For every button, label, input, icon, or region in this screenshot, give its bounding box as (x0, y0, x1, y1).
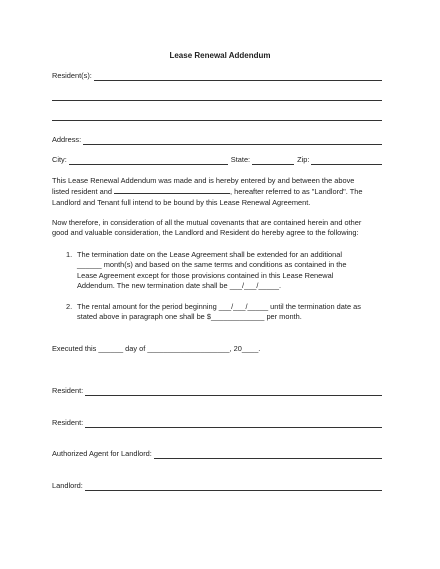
item-1-line-3: Lease Agreement except for those provisions contained in this Lease Renewal (77, 270, 334, 280)
landlord-name-field[interactable] (114, 186, 230, 194)
landlord-signature-field[interactable] (85, 482, 382, 491)
therefore-paragraph (52, 218, 382, 239)
item-2-line-1: The rental amount for the period beginning ___/___/_____ until the termination date as (77, 302, 361, 311)
therefore-line-1: Now therefore, in consideration of all the mutual covenants that are contained herein and other (52, 218, 362, 227)
residents-label: Resident(s): (52, 70, 92, 80)
resident-signature-row-1 (52, 385, 382, 396)
address-label: Address: (52, 134, 82, 144)
item-1-line-4: Addendum. The new termination date shall be ___/___/_____. (77, 281, 282, 291)
landlord-signature-row (52, 480, 382, 491)
intro-line-3: Landlord and Tenant full intend to be bound by this Lease Renewal Agreement. (52, 197, 311, 207)
resident-signature-field-2[interactable] (85, 419, 382, 428)
item-2-line-2: stated above in paragraph one shall be $_____________ per month. (77, 312, 302, 322)
agent-signature-field[interactable] (154, 450, 382, 459)
therefore-line-2: good and valuable consideration, the Landlord and Resident do hereby agree to the following: (52, 228, 359, 238)
city-state-zip-row (52, 154, 382, 165)
city-label: City: (52, 154, 67, 164)
agent-signature-row (52, 448, 382, 459)
city-field[interactable] (69, 156, 228, 165)
address-row (52, 134, 382, 145)
residents-line-2[interactable] (52, 100, 382, 101)
item-number: 2. (66, 302, 73, 311)
residents-line-3[interactable] (52, 120, 382, 121)
resident-label-1: Resident: (52, 385, 84, 395)
executed-line: Executed this ______ day of ____________________, 20____. (52, 344, 261, 353)
intro-line-2a: listed resident and (52, 187, 112, 197)
resident-signature-row-2 (52, 417, 382, 428)
document-title: Lease Renewal Addendum (169, 51, 271, 60)
zip-field[interactable] (311, 156, 382, 165)
state-field[interactable] (252, 156, 294, 165)
item-number: 1. (66, 250, 73, 259)
zip-label: Zip: (297, 154, 310, 164)
list-item (66, 302, 382, 323)
intro-line-1: This Lease Renewal Addendum was made and is hereby entered by and between the above (52, 176, 355, 185)
landlord-label: Landlord: (52, 480, 83, 490)
intro-line-2b: , hereafter referred to as "Landlord". The (230, 187, 363, 197)
resident-label-2: Resident: (52, 417, 84, 427)
address-field[interactable] (83, 136, 382, 145)
residents-field[interactable] (94, 72, 382, 81)
intro-line-2 (52, 186, 382, 197)
resident-signature-field-1[interactable] (85, 387, 382, 396)
agent-label: Authorized Agent for Landlord: (52, 448, 152, 458)
list-item (66, 250, 382, 292)
item-1-line-2: ______ month(s) and based on the same terms and conditions as contained in the (77, 260, 347, 270)
item-1-line-1: The termination date on the Lease Agreement shall be extended for an additional (77, 250, 343, 259)
intro-paragraph (52, 176, 382, 208)
state-label: State: (230, 154, 251, 164)
residents-row (52, 70, 382, 81)
